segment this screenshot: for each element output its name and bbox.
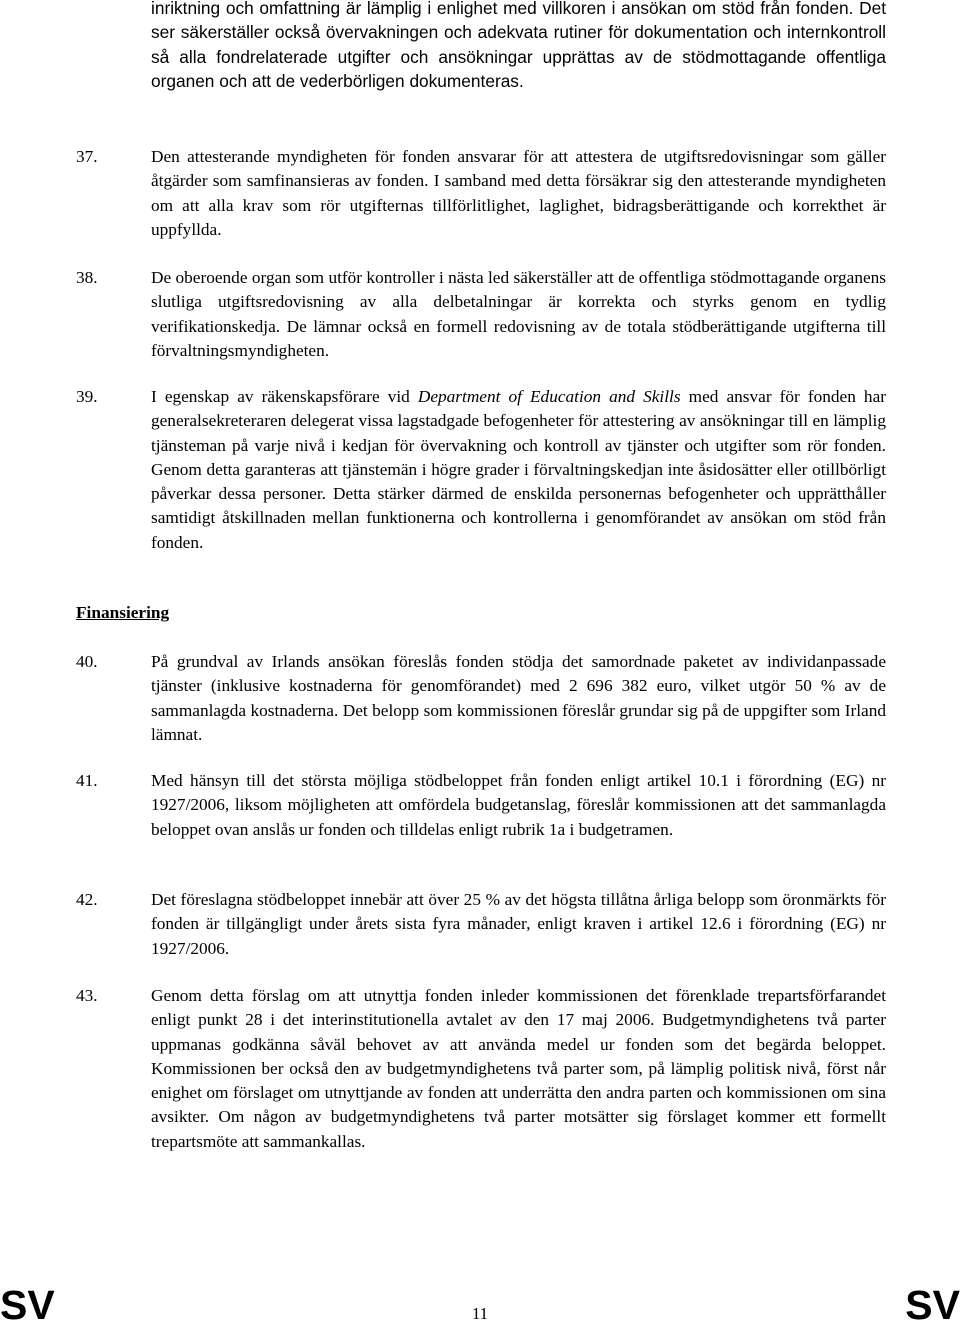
paragraph-continuation (76, 0, 886, 93)
paragraph-text: De oberoende organ som utför kontroller i nästa led säkerställer att de offentliga stödmottagande organens slutliga utgiftsredovisning av alla delbetalningar är korrekta och styrks genom en tydlig verifikationskedja. De lämnar också en formell redovisning av de totala stödberättigande utgifterna till förvaltningsmyndigheten. (151, 268, 886, 360)
paragraph-text: På grundval av Irlands ansökan föreslås fonden stödja det samordnade paketet av individanpassade tjänster (inklusive kostnaderna för genomförandet) med 2 696 382 euro, vilket utgör 50 % av de sammanlagda kostnaderna. Det belopp som kommissionen föreslår grundar sig på de uppgifter som Irland lämnat. (151, 652, 886, 744)
paragraph-number: 41. (76, 771, 98, 790)
paragraph-number: 42. (76, 890, 98, 909)
paragraph-number: 39. (76, 387, 98, 406)
text-segment: I egenskap av räkenskapsförare vid (151, 387, 418, 406)
paragraph-number: 37. (76, 147, 98, 166)
paragraph-text (151, 385, 886, 555)
organisation-name: Department of Education and Skills (417, 387, 681, 406)
paragraph-text: Det föreslagna stödbeloppet innebär att över 25 % av det högsta tillåtna årliga belopp som öronmärkts för fonden är tillgängligt under årets sista fyra månader, enligt kraven i artikel 12.6 i förordning (EG) nr 1927/2006. (151, 890, 886, 958)
paragraph-text: Med hänsyn till det största möjliga stödbeloppet från fonden enligt artikel 10.1 i förordning (EG) nr 1927/2006, liksom möjligheten att omfördela budgetanslag, föreslår kommissionen att det sammanlagda beloppet ovan anslås ur fonden och tilldelas enligt rubrik 1a i budgetramen. (151, 771, 886, 839)
paragraph-39 (76, 385, 886, 555)
section-heading-finansiering: Finansiering (76, 603, 170, 622)
paragraph-text: inriktning och omfattning är lämplig i enlighet med villkoren i ansökan om stöd från fonden. Det ser säkerställer också övervakningen och adekvata rutiner för dokumentation och internkontroll så alla fondrelaterade utgifter och ansökningar upprättas av de stödmottagande offentliga organen och att de vederbörligen dokumenteras. (151, 0, 886, 91)
paragraph-number: 43. (76, 986, 98, 1005)
paragraph-40 (76, 650, 886, 747)
language-code-left: SV (0, 1282, 55, 1328)
paragraph-number: 40. (76, 652, 98, 671)
paragraph-number: 38. (76, 268, 98, 287)
paragraph-42 (76, 888, 886, 961)
paragraph-43 (76, 984, 886, 1154)
paragraph-37 (76, 145, 886, 242)
paragraph-text: Den attesterande myndigheten för fonden ansvarar för att attestera de utgiftsredovisningar som gäller åtgärder som samfinansieras av fonden. I samband med detta försäkrar sig den attesterande myndigheten om att alla krav som rör utgifternas tillförlitlighet, laglighet, bidragsberättigande och korrekthet är uppfyllda. (151, 147, 886, 239)
text-segment: med ansvar för fonden har generalsekreteraren delegerat vissa lagstadgade befogenheter för attestering av ansökningar till en lämplig tjänsteman på varje nivå i kedjan för övervakning och kontroll av tjänster och utgifter som rör fonden. Genom detta garanteras att tjänstemän i högre grader i förvaltningskedjan inte åsidosätter eller otillbörligt påverkar dessa personer. Detta stärker därmed de enskilda personernas befogenheter och upprätthåller samtidigt åtskillnaden mellan funktionerna och kontrollerna i genomförandet av ansökan om stöd från fonden. (151, 387, 886, 552)
language-code-right: SV (905, 1282, 960, 1328)
paragraph-41 (76, 769, 886, 842)
page-number: 11 (471, 1304, 489, 1323)
paragraph-38 (76, 266, 886, 363)
paragraph-text: Genom detta förslag om att utnyttja fonden inleder kommissionen det förenklade trepartsförfarandet enligt punkt 28 i det interinstitutionella avtalet av den 17 maj 2006. Budgetmyndighetens två parter uppmanas godkänna såväl behovet av att använda medel ur fonden som det begärda beloppet. Kommissionen ber också den av budgetmyndighetens två parter som, på lämplig politisk nivå, först når enighet om förslaget om utnyttjande av fonden att underrätta den andra parten och kommissionen om sina avsikter. Om någon av budgetmyndighetens två parter motsätter sig förslaget kommer ett formellt trepartsmöte att sammankallas. (151, 986, 886, 1151)
